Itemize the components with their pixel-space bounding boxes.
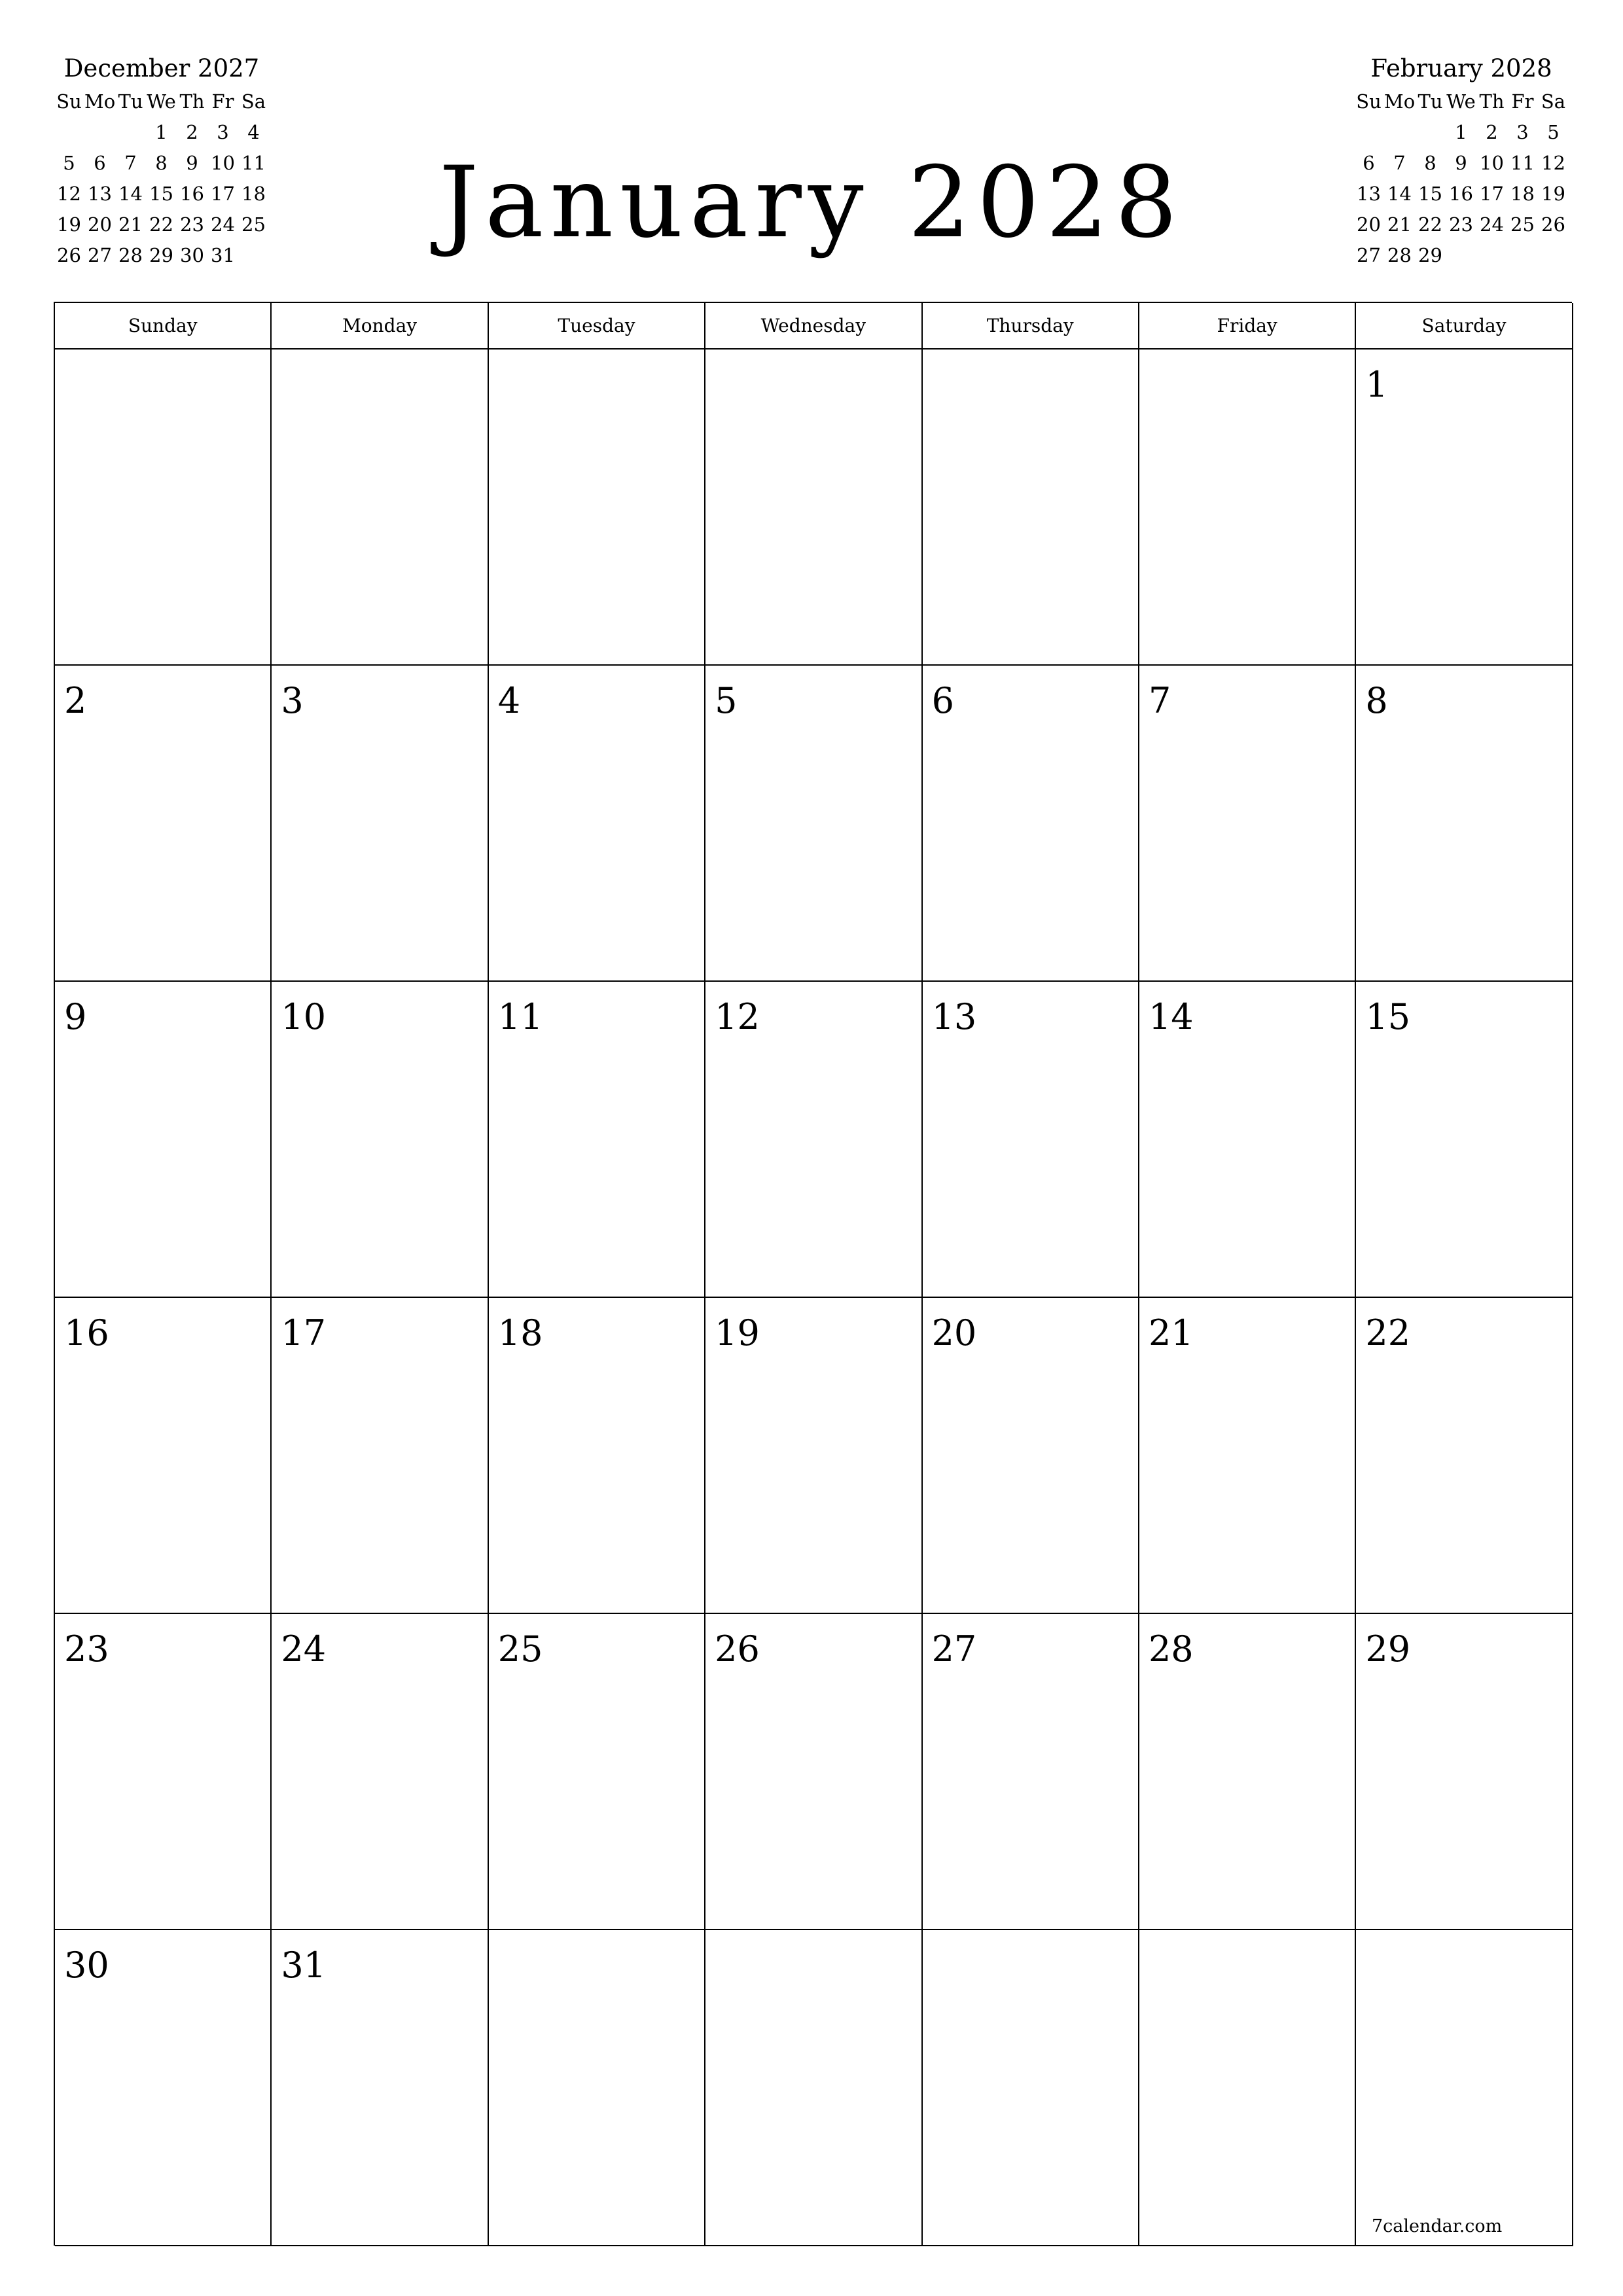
mini-day-number: 5 <box>1547 121 1560 143</box>
weekday-header: Friday <box>1139 303 1356 350</box>
day-cell[interactable] <box>1139 666 1356 982</box>
day-cell[interactable] <box>923 350 1139 666</box>
day-cell[interactable] <box>272 1930 488 2246</box>
mini-day-number <box>1353 117 1384 148</box>
day-cell[interactable] <box>489 1298 705 1614</box>
day-number: 28 <box>1148 1628 1194 1670</box>
mini-weekday-header: Tu <box>118 90 143 113</box>
mini-day-number: 3 <box>1516 121 1529 143</box>
mini-day-number: 25 <box>241 213 266 236</box>
mini-weekday-header: Fr <box>1511 90 1534 113</box>
mini-day-number: 25 <box>1510 213 1535 236</box>
day-number: 25 <box>497 1628 543 1670</box>
mini-day-number: 16 <box>1449 183 1473 205</box>
mini-day-number: 7 <box>1393 152 1406 174</box>
mini-weekday-header: Sa <box>241 90 266 113</box>
mini-day-number <box>1446 240 1476 271</box>
day-cell[interactable] <box>705 1298 922 1614</box>
day-cell[interactable] <box>55 350 272 666</box>
mini-day-number: 13 <box>88 183 112 205</box>
weekday-header: Thursday <box>923 303 1139 350</box>
day-number: 9 <box>64 996 87 1037</box>
day-cell[interactable] <box>1356 350 1573 666</box>
mini-day-number: 28 <box>118 244 143 266</box>
mini-weekday-header: Tu <box>1418 90 1443 113</box>
mini-day-number: 12 <box>57 183 81 205</box>
mini-day-number: 15 <box>1418 183 1442 205</box>
mini-day-number: 29 <box>1418 244 1442 266</box>
day-cell[interactable] <box>55 1614 272 1930</box>
day-cell[interactable] <box>1356 666 1573 982</box>
week-row <box>55 350 1572 666</box>
page-title: January 2028 <box>438 146 1185 260</box>
mini-day-number: 21 <box>1387 213 1412 236</box>
week-row <box>55 1298 1572 1614</box>
weekday-header: Sunday <box>55 303 272 350</box>
mini-day-number: 27 <box>88 244 112 266</box>
mini-day-number <box>54 117 84 148</box>
mini-calendar-prev-month <box>54 51 270 271</box>
mini-day-number: 23 <box>1449 213 1473 236</box>
mini-day-number: 8 <box>155 152 168 174</box>
day-cell[interactable] <box>1356 1930 1573 2246</box>
day-cell[interactable] <box>55 666 272 982</box>
day-number: 23 <box>64 1628 109 1670</box>
mini-day-number <box>84 117 115 148</box>
day-number: 15 <box>1365 996 1411 1037</box>
mini-day-number <box>238 240 269 271</box>
mini-weekday-header: Mo <box>84 90 116 113</box>
day-cell[interactable] <box>55 1298 272 1614</box>
mini-day-number: 21 <box>118 213 143 236</box>
mini-day-number: 17 <box>1480 183 1504 205</box>
day-cell[interactable] <box>705 982 922 1298</box>
weekday-header: Tuesday <box>489 303 705 350</box>
mini-day-number: 24 <box>211 213 235 236</box>
mini-day-number: 18 <box>241 183 266 205</box>
mini-day-number: 1 <box>1455 121 1467 143</box>
watermark: 7calendar.com <box>1372 2216 1503 2236</box>
mini-day-number: 11 <box>1510 152 1535 174</box>
day-cell[interactable] <box>489 982 705 1298</box>
mini-day-number: 17 <box>211 183 235 205</box>
week-row <box>55 982 1572 1298</box>
day-number: 1 <box>1365 364 1388 405</box>
mini-day-number: 2 <box>186 121 198 143</box>
mini-day-number: 9 <box>1455 152 1467 174</box>
day-cell[interactable] <box>923 1298 1139 1614</box>
mini-day-number: 13 <box>1357 183 1381 205</box>
mini-day-number: 16 <box>180 183 204 205</box>
day-number: 30 <box>64 1945 109 1986</box>
day-cell[interactable] <box>705 666 922 982</box>
mini-weekday-header: Sa <box>1541 90 1566 113</box>
day-cell[interactable] <box>1139 1614 1356 1930</box>
mini-day-number: 3 <box>217 121 229 143</box>
mini-day-number: 18 <box>1510 183 1535 205</box>
day-number: 18 <box>497 1312 543 1354</box>
weekday-header: Wednesday <box>705 303 922 350</box>
day-number: 2 <box>64 680 87 721</box>
mini-day-number: 19 <box>1541 183 1565 205</box>
mini-day-number: 6 <box>94 152 106 174</box>
mini-day-number: 8 <box>1424 152 1436 174</box>
mini-day-number: 26 <box>1541 213 1565 236</box>
mini-day-number: 31 <box>211 244 235 266</box>
day-number: 17 <box>281 1312 327 1354</box>
day-number: 27 <box>931 1628 977 1670</box>
day-cell[interactable] <box>489 666 705 982</box>
mini-calendar-grid <box>54 86 269 271</box>
day-cell[interactable] <box>489 350 705 666</box>
day-number: 10 <box>281 996 327 1037</box>
mini-day-number: 30 <box>180 244 204 266</box>
day-cell[interactable] <box>705 1930 922 2246</box>
mini-day-number <box>1538 240 1569 271</box>
mini-weekday-header: We <box>1446 90 1476 113</box>
mini-weekday-header: Mo <box>1384 90 1416 113</box>
mini-day-number: 19 <box>57 213 81 236</box>
day-cell[interactable] <box>272 1614 488 1930</box>
mini-day-number <box>1384 117 1415 148</box>
weekday-header: Saturday <box>1356 303 1573 350</box>
mini-calendar-title: December 2027 <box>63 54 260 82</box>
day-number: 22 <box>1365 1312 1411 1354</box>
mini-day-number: 22 <box>1418 213 1442 236</box>
day-cell[interactable] <box>705 350 922 666</box>
day-number: 26 <box>715 1628 760 1670</box>
day-cell[interactable] <box>705 1614 922 1930</box>
mini-day-number <box>1507 240 1538 271</box>
day-cell[interactable] <box>272 666 488 982</box>
day-cell[interactable] <box>272 982 488 1298</box>
day-number: 13 <box>931 996 977 1037</box>
day-number: 31 <box>281 1945 327 1986</box>
mini-weekday-header: Su <box>1356 90 1382 113</box>
day-number: 24 <box>281 1628 327 1670</box>
mini-day-number: 23 <box>180 213 204 236</box>
mini-day-number: 22 <box>149 213 173 236</box>
mini-calendar-title: February 2028 <box>1370 54 1552 82</box>
day-number: 29 <box>1365 1628 1411 1670</box>
mini-day-number: 4 <box>247 121 260 143</box>
mini-weekday-header: Th <box>179 90 205 113</box>
mini-day-number: 6 <box>1363 152 1375 174</box>
weeks-container <box>55 350 1572 2246</box>
day-number: 21 <box>1148 1312 1194 1354</box>
mini-day-number: 20 <box>1357 213 1381 236</box>
mini-day-number <box>1415 117 1446 148</box>
mini-weekday-header: Fr <box>211 90 234 113</box>
mini-day-number: 10 <box>1480 152 1504 174</box>
weekday-header: Monday <box>272 303 488 350</box>
day-number: 16 <box>64 1312 109 1354</box>
day-cell[interactable] <box>272 350 488 666</box>
mini-day-number: 2 <box>1486 121 1498 143</box>
day-number: 4 <box>497 680 521 721</box>
day-number: 5 <box>715 680 738 721</box>
mini-day-number: 10 <box>211 152 235 174</box>
mini-day-number: 1 <box>155 121 168 143</box>
day-number: 11 <box>497 996 543 1037</box>
mini-day-number: 27 <box>1357 244 1381 266</box>
day-number: 12 <box>715 996 760 1037</box>
day-cell[interactable] <box>1139 982 1356 1298</box>
mini-day-number <box>115 117 146 148</box>
mini-weekday-header: Su <box>56 90 82 113</box>
day-number: 19 <box>715 1312 760 1354</box>
month-grid <box>54 302 1572 2246</box>
day-cell[interactable] <box>55 1930 272 2246</box>
mini-day-number: 24 <box>1480 213 1504 236</box>
day-cell[interactable] <box>1139 1298 1356 1614</box>
day-number: 3 <box>281 680 304 721</box>
day-cell[interactable] <box>1139 1930 1356 2246</box>
mini-day-number: 28 <box>1387 244 1412 266</box>
mini-day-number: 14 <box>118 183 143 205</box>
day-number: 14 <box>1148 996 1194 1037</box>
mini-day-number: 29 <box>149 244 173 266</box>
day-cell[interactable] <box>923 982 1139 1298</box>
day-cell[interactable] <box>55 982 272 1298</box>
weekday-header-row <box>55 303 1572 350</box>
mini-day-number: 14 <box>1387 183 1412 205</box>
day-cell[interactable] <box>923 1614 1139 1930</box>
day-number: 6 <box>931 680 954 721</box>
mini-day-number: 15 <box>149 183 173 205</box>
day-number: 7 <box>1148 680 1171 721</box>
mini-weekday-header: Th <box>1479 90 1505 113</box>
mini-day-number: 5 <box>63 152 75 174</box>
day-number: 20 <box>931 1312 977 1354</box>
day-cell[interactable] <box>1356 1614 1573 1930</box>
mini-weekday-header: We <box>147 90 176 113</box>
day-cell[interactable] <box>923 666 1139 982</box>
day-cell[interactable] <box>1356 1298 1573 1614</box>
day-cell[interactable] <box>489 1930 705 2246</box>
mini-day-number: 9 <box>186 152 198 174</box>
day-number: 8 <box>1365 680 1388 721</box>
day-cell[interactable] <box>1139 350 1356 666</box>
day-cell[interactable] <box>489 1614 705 1930</box>
mini-day-number: 7 <box>124 152 137 174</box>
mini-day-number: 12 <box>1541 152 1565 174</box>
mini-calendar-next-month <box>1353 51 1569 271</box>
day-cell[interactable] <box>272 1298 488 1614</box>
week-row <box>55 1930 1572 2246</box>
day-cell[interactable] <box>923 1930 1139 2246</box>
mini-day-number: 20 <box>88 213 112 236</box>
mini-day-number <box>1476 240 1507 271</box>
day-cell[interactable] <box>1356 982 1573 1298</box>
week-row <box>55 666 1572 982</box>
mini-calendar-grid <box>1353 86 1569 271</box>
week-row <box>55 1614 1572 1930</box>
mini-day-number: 11 <box>241 152 266 174</box>
mini-day-number: 26 <box>57 244 81 266</box>
